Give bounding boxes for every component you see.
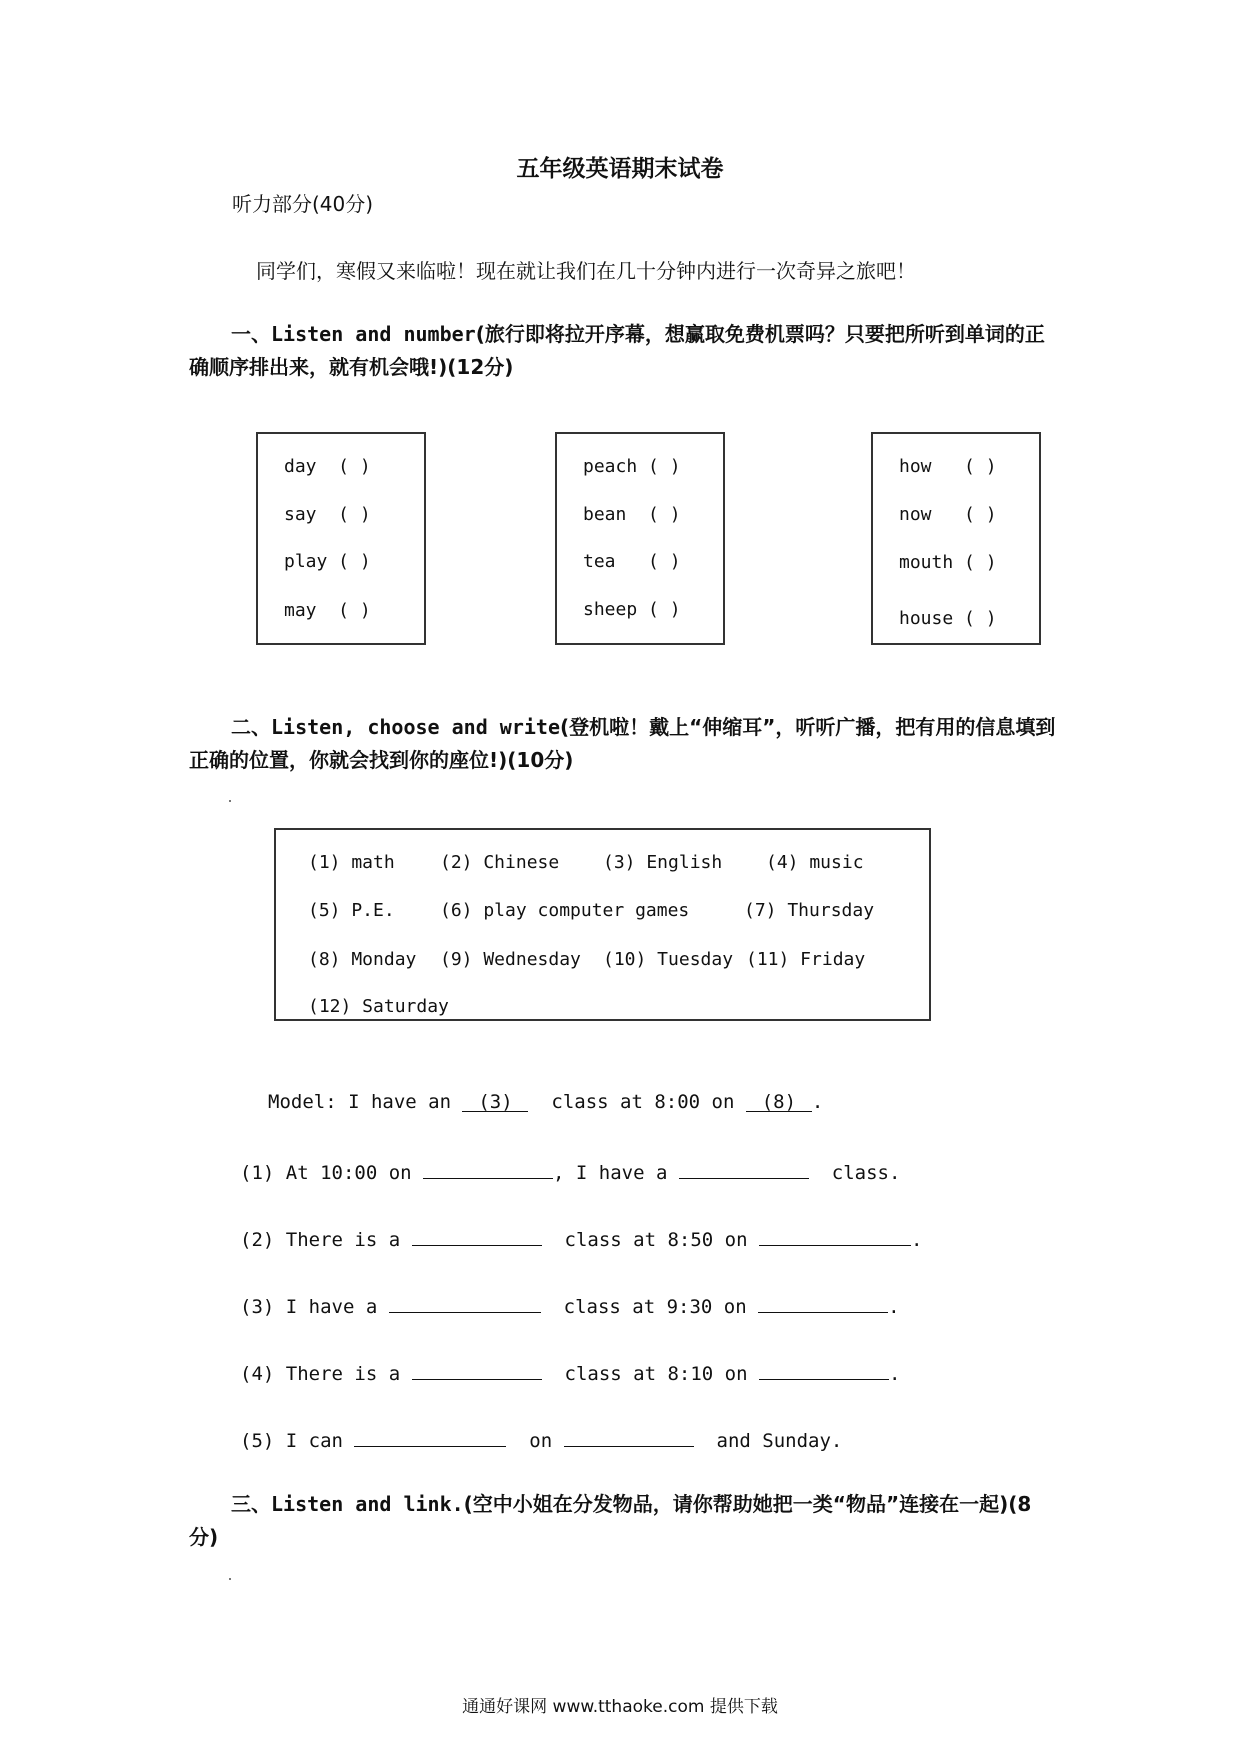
question-text: .	[888, 1363, 901, 1385]
word-item: bean ( )	[583, 504, 681, 525]
section3-heading	[189, 1488, 1059, 1554]
word-box-2	[555, 432, 725, 645]
word-item: sheep ( )	[583, 599, 681, 620]
intro-text: 同学们，寒假又来临啦！现在就让我们在几十分钟内进行一次奇异之旅吧！	[256, 259, 916, 283]
section1-number: 一、	[231, 322, 271, 346]
word-item: play ( )	[284, 551, 371, 572]
word-box-1	[256, 432, 426, 645]
section2-instructions: (登机啦！戴上“伸缩耳”，听听广播，把有用的信息填到正确的位置，你就会找到你的座位!)(10分)	[189, 715, 1056, 772]
option-item: (11) Friday	[746, 949, 866, 970]
section2-heading	[189, 711, 1059, 777]
question-text: (1) At 10:00 on	[240, 1162, 412, 1184]
option-item: (1) math	[308, 852, 395, 873]
answer-blank[interactable]	[758, 1292, 888, 1313]
listening-subtitle: 听力部分(40分)	[232, 192, 374, 216]
option-item: (7) Thursday	[744, 900, 875, 921]
question-3	[240, 1292, 900, 1318]
model-end: .	[811, 1091, 824, 1113]
word-item: house ( )	[899, 608, 997, 629]
option-item: (3) English	[603, 852, 723, 873]
model-sentence	[268, 1091, 823, 1113]
option-item: (10) Tuesday	[603, 949, 734, 970]
question-text: (2) There is a	[240, 1229, 401, 1251]
option-item: (9) Wednesday	[440, 949, 581, 970]
question-text: on	[529, 1430, 553, 1452]
word-box-3	[871, 432, 1041, 645]
word-item: mouth ( )	[899, 552, 997, 573]
option-item: (5) P.E.	[308, 900, 395, 921]
answer-blank[interactable]	[759, 1359, 889, 1380]
footer-credit: 通通好课网 www.tthaoke.com 提供下载	[462, 1697, 778, 1717]
answer-blank[interactable]	[564, 1426, 694, 1447]
answer-blank[interactable]	[759, 1225, 911, 1246]
model-answer-2: (8)	[746, 1091, 812, 1112]
section1-instructions: (旅行即将拉开序幕，想赢取免费机票吗？只要把所听到单词的正确顺序排出来，就有机会哦!)(12分)	[189, 322, 1045, 379]
options-box	[274, 828, 931, 1021]
question-text: class.	[831, 1162, 901, 1184]
section2-number: 二、	[231, 715, 271, 739]
question-text: , I have a	[553, 1162, 668, 1184]
question-text: (4) There is a	[240, 1363, 401, 1385]
word-item: may ( )	[284, 600, 371, 621]
word-item: say ( )	[284, 504, 371, 525]
model-answer-1: (3)	[462, 1091, 528, 1112]
answer-blank[interactable]	[412, 1225, 542, 1246]
option-item: (4) music	[766, 852, 864, 873]
question-text: class at 8:50 on	[564, 1229, 748, 1251]
option-item: (2) Chinese	[440, 852, 560, 873]
option-item: (8) Monday	[308, 949, 417, 970]
question-text: class at 8:10 on	[564, 1363, 748, 1385]
model-mid: class at 8:00 on	[551, 1091, 735, 1113]
question-text: (5) I can	[240, 1430, 343, 1452]
page-title: 五年级英语期末试卷	[516, 156, 724, 182]
section1-heading	[189, 318, 1059, 384]
word-item: peach ( )	[583, 456, 681, 477]
section3-instructions: (空中小姐在分发物品，请你帮助她把一类“物品”连接在一起)(8分)	[189, 1492, 1032, 1549]
question-text: .	[910, 1229, 923, 1251]
question-text: (3) I have a	[240, 1296, 378, 1318]
option-item: (6) play computer games	[440, 900, 690, 921]
question-2	[240, 1225, 922, 1251]
answer-blank[interactable]	[389, 1292, 541, 1313]
answer-blank[interactable]	[354, 1426, 506, 1447]
answer-blank[interactable]	[679, 1158, 809, 1179]
question-text: and Sunday.	[716, 1430, 843, 1452]
section3-title-en: Listen and link.	[271, 1492, 464, 1516]
question-4	[240, 1359, 900, 1385]
model-prefix: Model: I have an	[268, 1091, 452, 1113]
word-item: day ( )	[284, 456, 371, 477]
section2-title-en: Listen, choose and write	[271, 715, 560, 739]
question-5	[240, 1426, 842, 1452]
speck	[229, 800, 231, 802]
answer-blank[interactable]	[412, 1359, 542, 1380]
question-text: class at 9:30 on	[563, 1296, 747, 1318]
word-item: how ( )	[899, 456, 997, 477]
question-text: .	[888, 1296, 900, 1318]
word-item: now ( )	[899, 504, 997, 525]
answer-blank[interactable]	[423, 1158, 553, 1179]
option-item: (12) Saturday	[308, 996, 449, 1017]
speck	[229, 1578, 231, 1580]
word-item: tea ( )	[583, 551, 681, 572]
section1-title-en: Listen and number	[271, 322, 476, 346]
section3-number: 三、	[231, 1492, 271, 1516]
question-1	[240, 1158, 900, 1184]
